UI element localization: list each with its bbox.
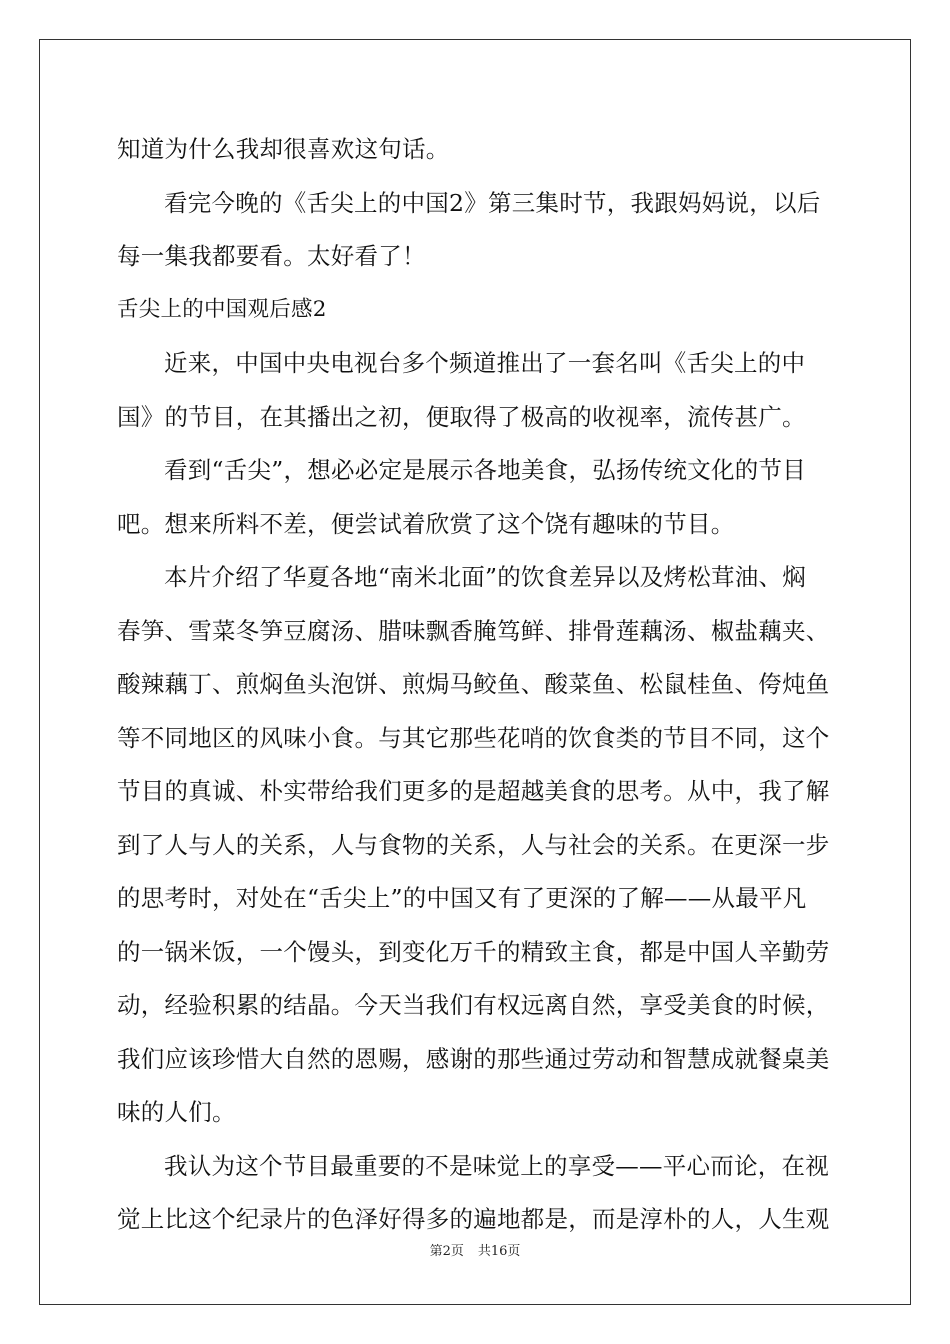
paragraph-line: 看完今晚的《舌尖上的中国2》第三集时节，我跟妈妈说，以后 — [164, 188, 821, 217]
paragraph-line: 吧。想来所料不差，便尝试着欣赏了这个饶有趣味的节目。 — [117, 509, 735, 538]
paragraph-line: 知道为什么我却很喜欢这句话。 — [117, 135, 450, 163]
section-heading: 舌尖上的中国观后感2 — [117, 296, 327, 322]
paragraph-line: 酸辣藕丁、煎焖鱼头泡饼、煎焗马鲛鱼、酸菜鱼、松鼠桂鱼、侉炖鱼 — [117, 670, 830, 698]
paragraph-line: 本片介绍了华夏各地“南米北面”的饮食差异以及烤松茸油、焖 — [164, 563, 807, 591]
paragraph-line: 春笋、雪菜冬笋豆腐汤、腊味飘香腌笃鲜、排骨莲藕汤、椒盐藕夹、 — [117, 616, 830, 645]
paragraph-line: 的一锅米饭，一个馒头，到变化万千的精致主食，都是中国人辛勤劳 — [117, 937, 830, 966]
paragraph-line: 到了人与人的关系，人与食物的关系，人与社会的关系。在更深一步 — [117, 830, 830, 859]
paragraph-line: 近来，中国中央电视台多个频道推出了一套名叫《舌尖上的中 — [164, 349, 806, 377]
document-body — [117, 126, 833, 1250]
paragraph-line: 我认为这个节目最重要的不是味觉上的享受——平心而论，在视 — [164, 1151, 829, 1180]
paragraph-line: 我们应该珍惜大自然的恩赐，感谢的那些通过劳动和智慧成就餐桌美 — [117, 1044, 830, 1073]
paragraph-line: 等不同地区的风味小食。与其它那些花哨的饮食类的节目不同，这个 — [117, 723, 830, 752]
paragraph-line: 动，经验积累的结晶。今天当我们有权远离自然，享受美食的时候， — [117, 991, 830, 1019]
paragraph-line: 看到“舌尖”，想必必定是展示各地美食，弘扬传统文化的节目 — [164, 456, 807, 484]
paragraph-line: 国》的节目，在其播出之初，便取得了极高的收视率，流传甚广。 — [117, 402, 806, 431]
page-footer — [0, 1240, 950, 1259]
paragraph-line: 觉上比这个纪录片的色泽好得多的遍地都是，而是淳朴的人，人生观 — [117, 1205, 830, 1233]
paragraph-line: 节目的真诚、朴实带给我们更多的是超越美食的思考。从中，我了解 — [117, 777, 830, 805]
paragraph-line: 的思考时，对处在“舌尖上”的中国又有了更深的了解——从最平凡 — [117, 884, 807, 912]
paragraph-line: 每一集我都要看。太好看了！ — [117, 242, 426, 270]
page-number: 第2页 — [429, 1244, 464, 1259]
page-total: 共16页 — [477, 1244, 521, 1259]
paragraph-line: 味的人们。 — [117, 1098, 236, 1126]
